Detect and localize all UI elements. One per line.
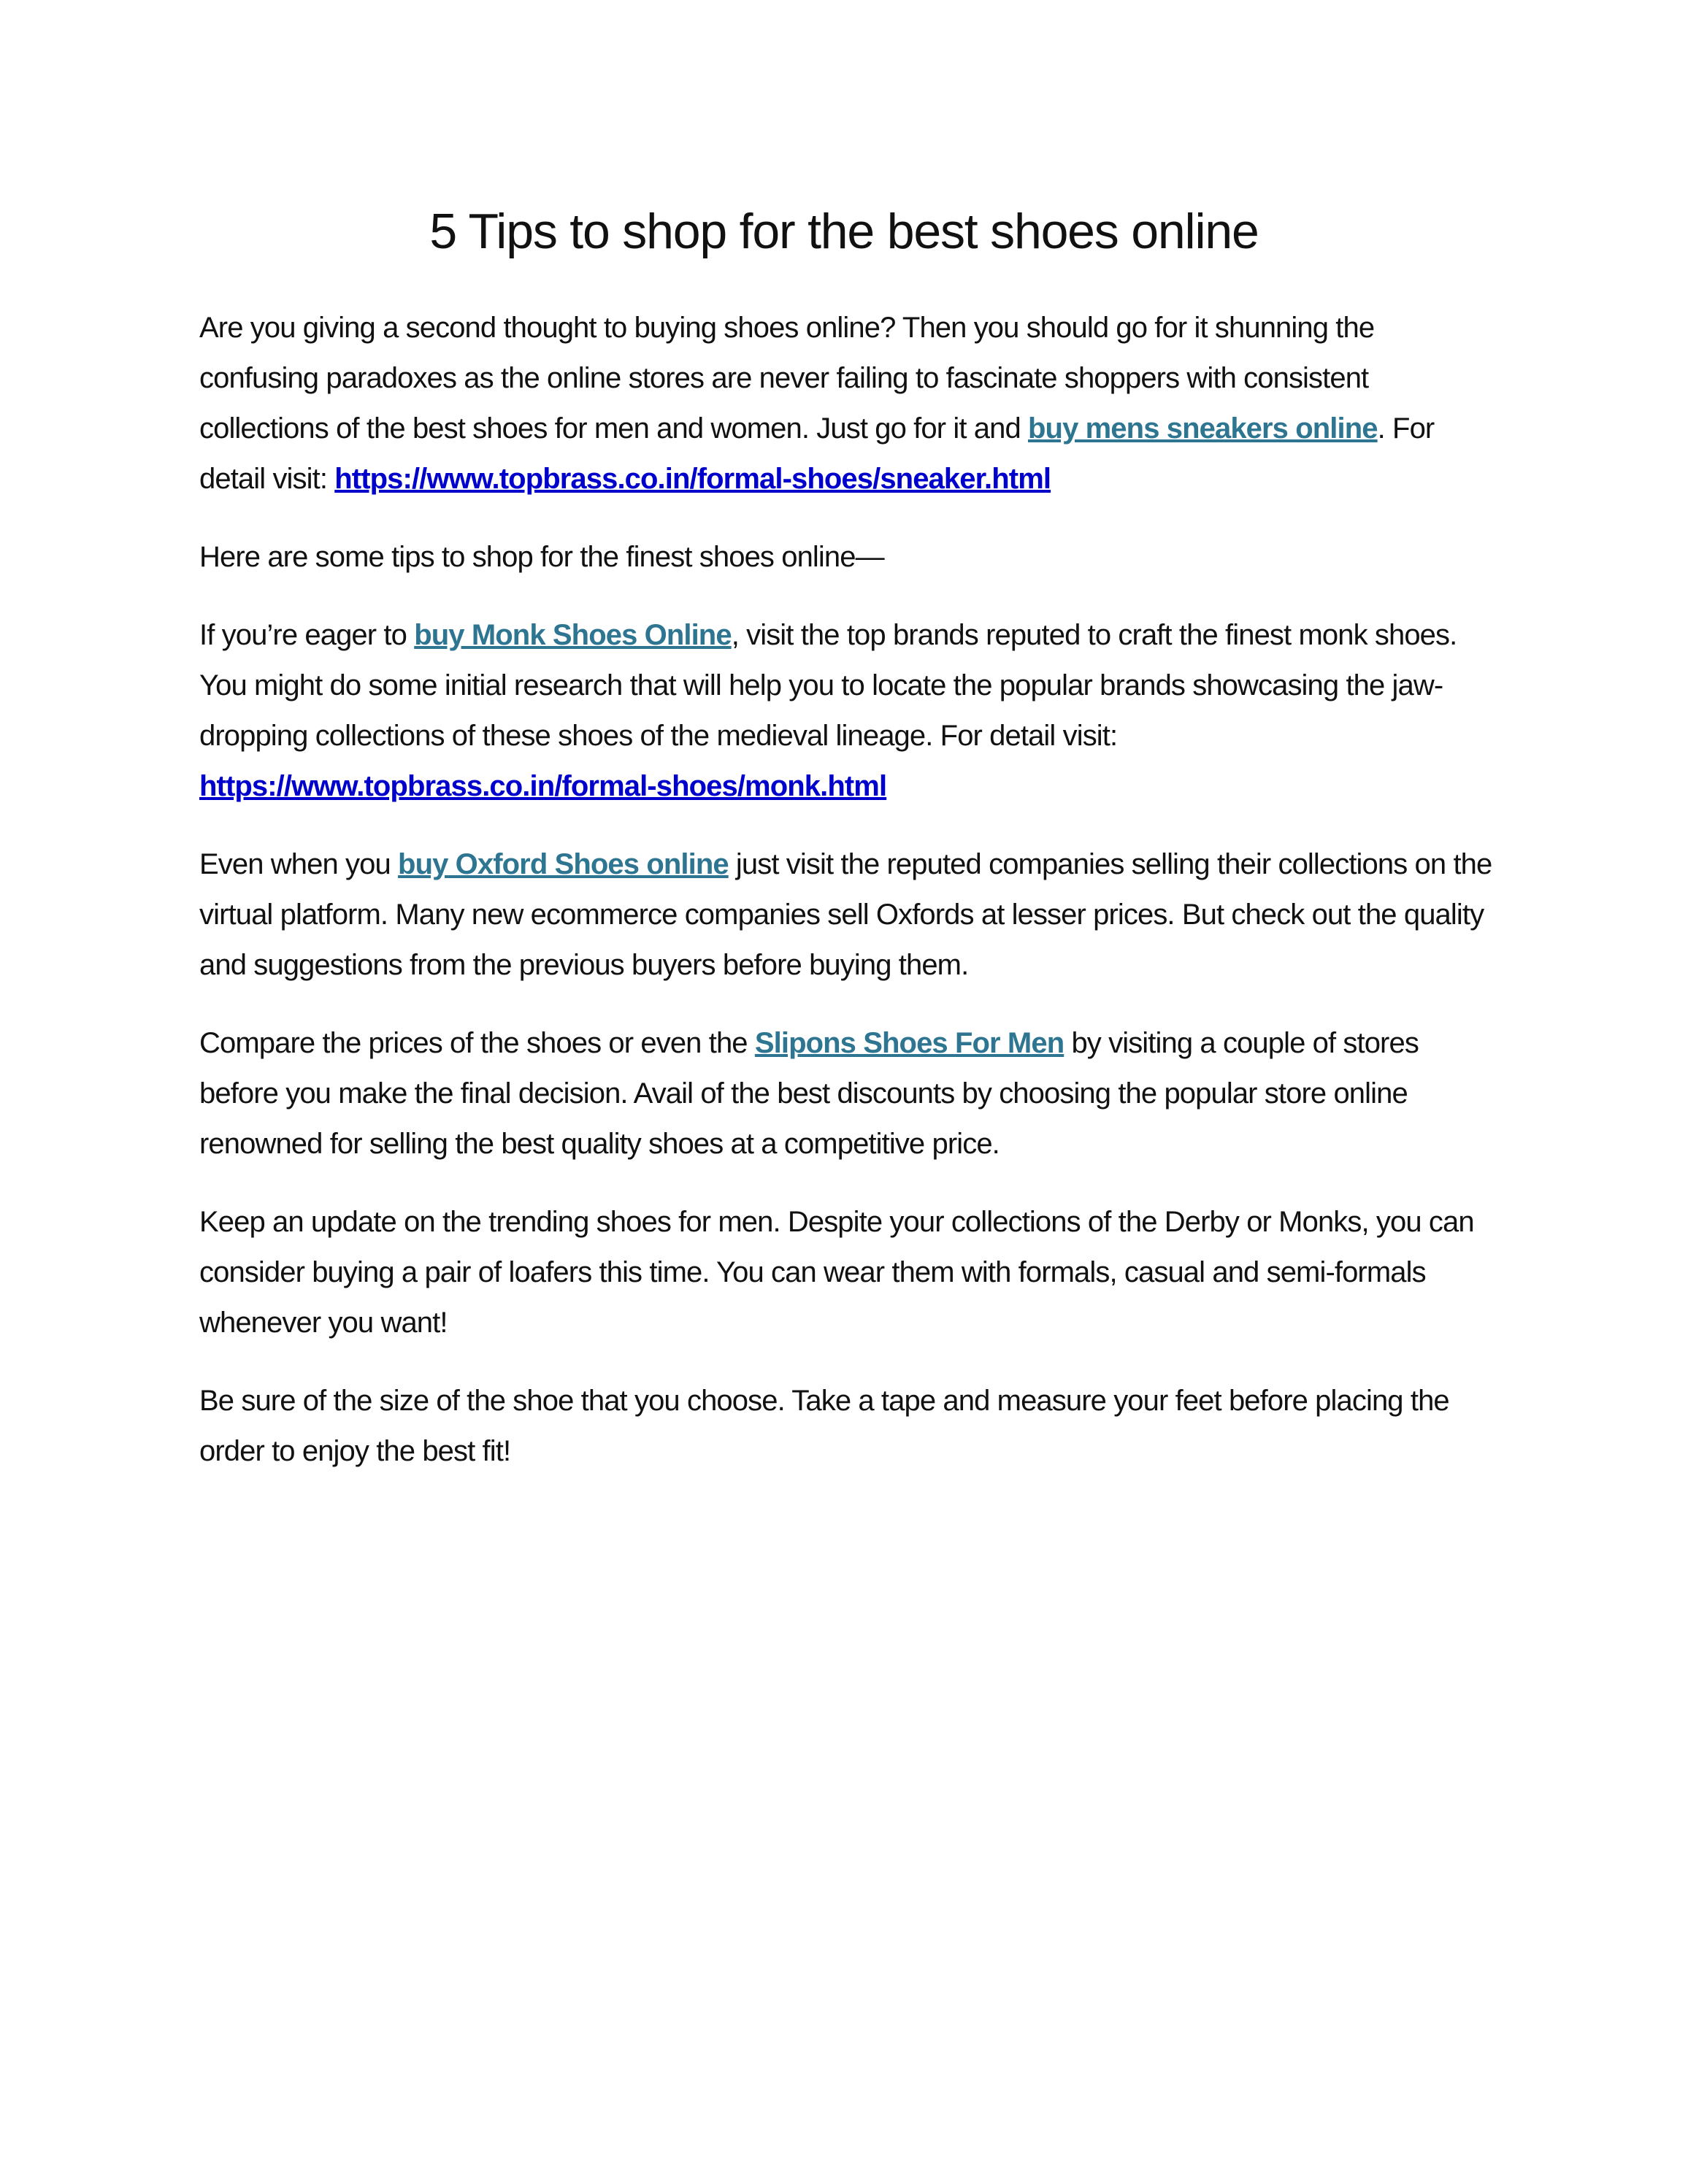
paragraph-monk — [199, 610, 1495, 812]
paragraph-size: Be sure of the size of the shoe that you choose. Take a tape and measure your feet before placing the order to enjoy the best fit! — [199, 1385, 1449, 1467]
paragraph-trending: Keep an update on the trending shoes for men. Despite your collections of the Derby or Monks, you can consider buying a pair of loafers this time. You can wear them with formals, casual and semi-formals whenever you want! — [199, 1206, 1474, 1339]
text: Compare the prices of the shoes or even the — [199, 1027, 755, 1059]
monk-shoes-link[interactable]: buy Monk Shoes Online — [414, 619, 732, 651]
slipons-link[interactable]: Slipons Shoes For Men — [754, 1027, 1064, 1059]
text: . For detail visit: — [199, 412, 1435, 495]
text: , visit the top brands reputed to craft the finest monk shoes. You might do some initial research that will help you to locate the popular brands showcasing the jaw-dropping collections of these shoes of the medieval lineage. For detail visit: — [199, 619, 1457, 752]
paragraph-slipons — [199, 1018, 1495, 1169]
text: Are you giving a second thought to buying shoes online? Then you should go for it shunning the confusing paradoxes as the online stores are never failing to fascinate shoppers with consistent collections of the best shoes for men and women. Just go for it and — [199, 312, 1375, 445]
paragraph-oxford — [199, 839, 1495, 991]
text: If you’re eager to — [199, 619, 415, 651]
paragraph-intro — [199, 303, 1495, 504]
sneaker-url-link[interactable]: https://www.topbrass.co.in/formal-shoes/sneaker.html — [334, 463, 1051, 495]
sneakers-link[interactable]: buy mens sneakers online — [1028, 412, 1378, 445]
document-body — [199, 303, 1495, 1504]
text: by visiting a couple of stores before you make the final decision. Avail of the best discounts by choosing the popular store online renowned for selling the best quality shoes at a competitive price. — [199, 1027, 1419, 1160]
monk-url-link[interactable]: https://www.topbrass.co.in/formal-shoes/monk.html — [199, 770, 887, 802]
text: just visit the reputed companies selling their collections on the virtual platform. Many new ecommerce companies sell Oxfords at lesser prices. But check out the quality and suggestions from the previous buyers before buying them. — [199, 848, 1492, 981]
oxford-shoes-link[interactable]: buy Oxford Shoes online — [398, 848, 729, 880]
paragraph-tips-intro: Here are some tips to shop for the finest shoes online— — [199, 541, 884, 573]
document-title: 5 Tips to shop for the best shoes online — [429, 204, 1259, 259]
text: Even when you — [199, 848, 399, 880]
